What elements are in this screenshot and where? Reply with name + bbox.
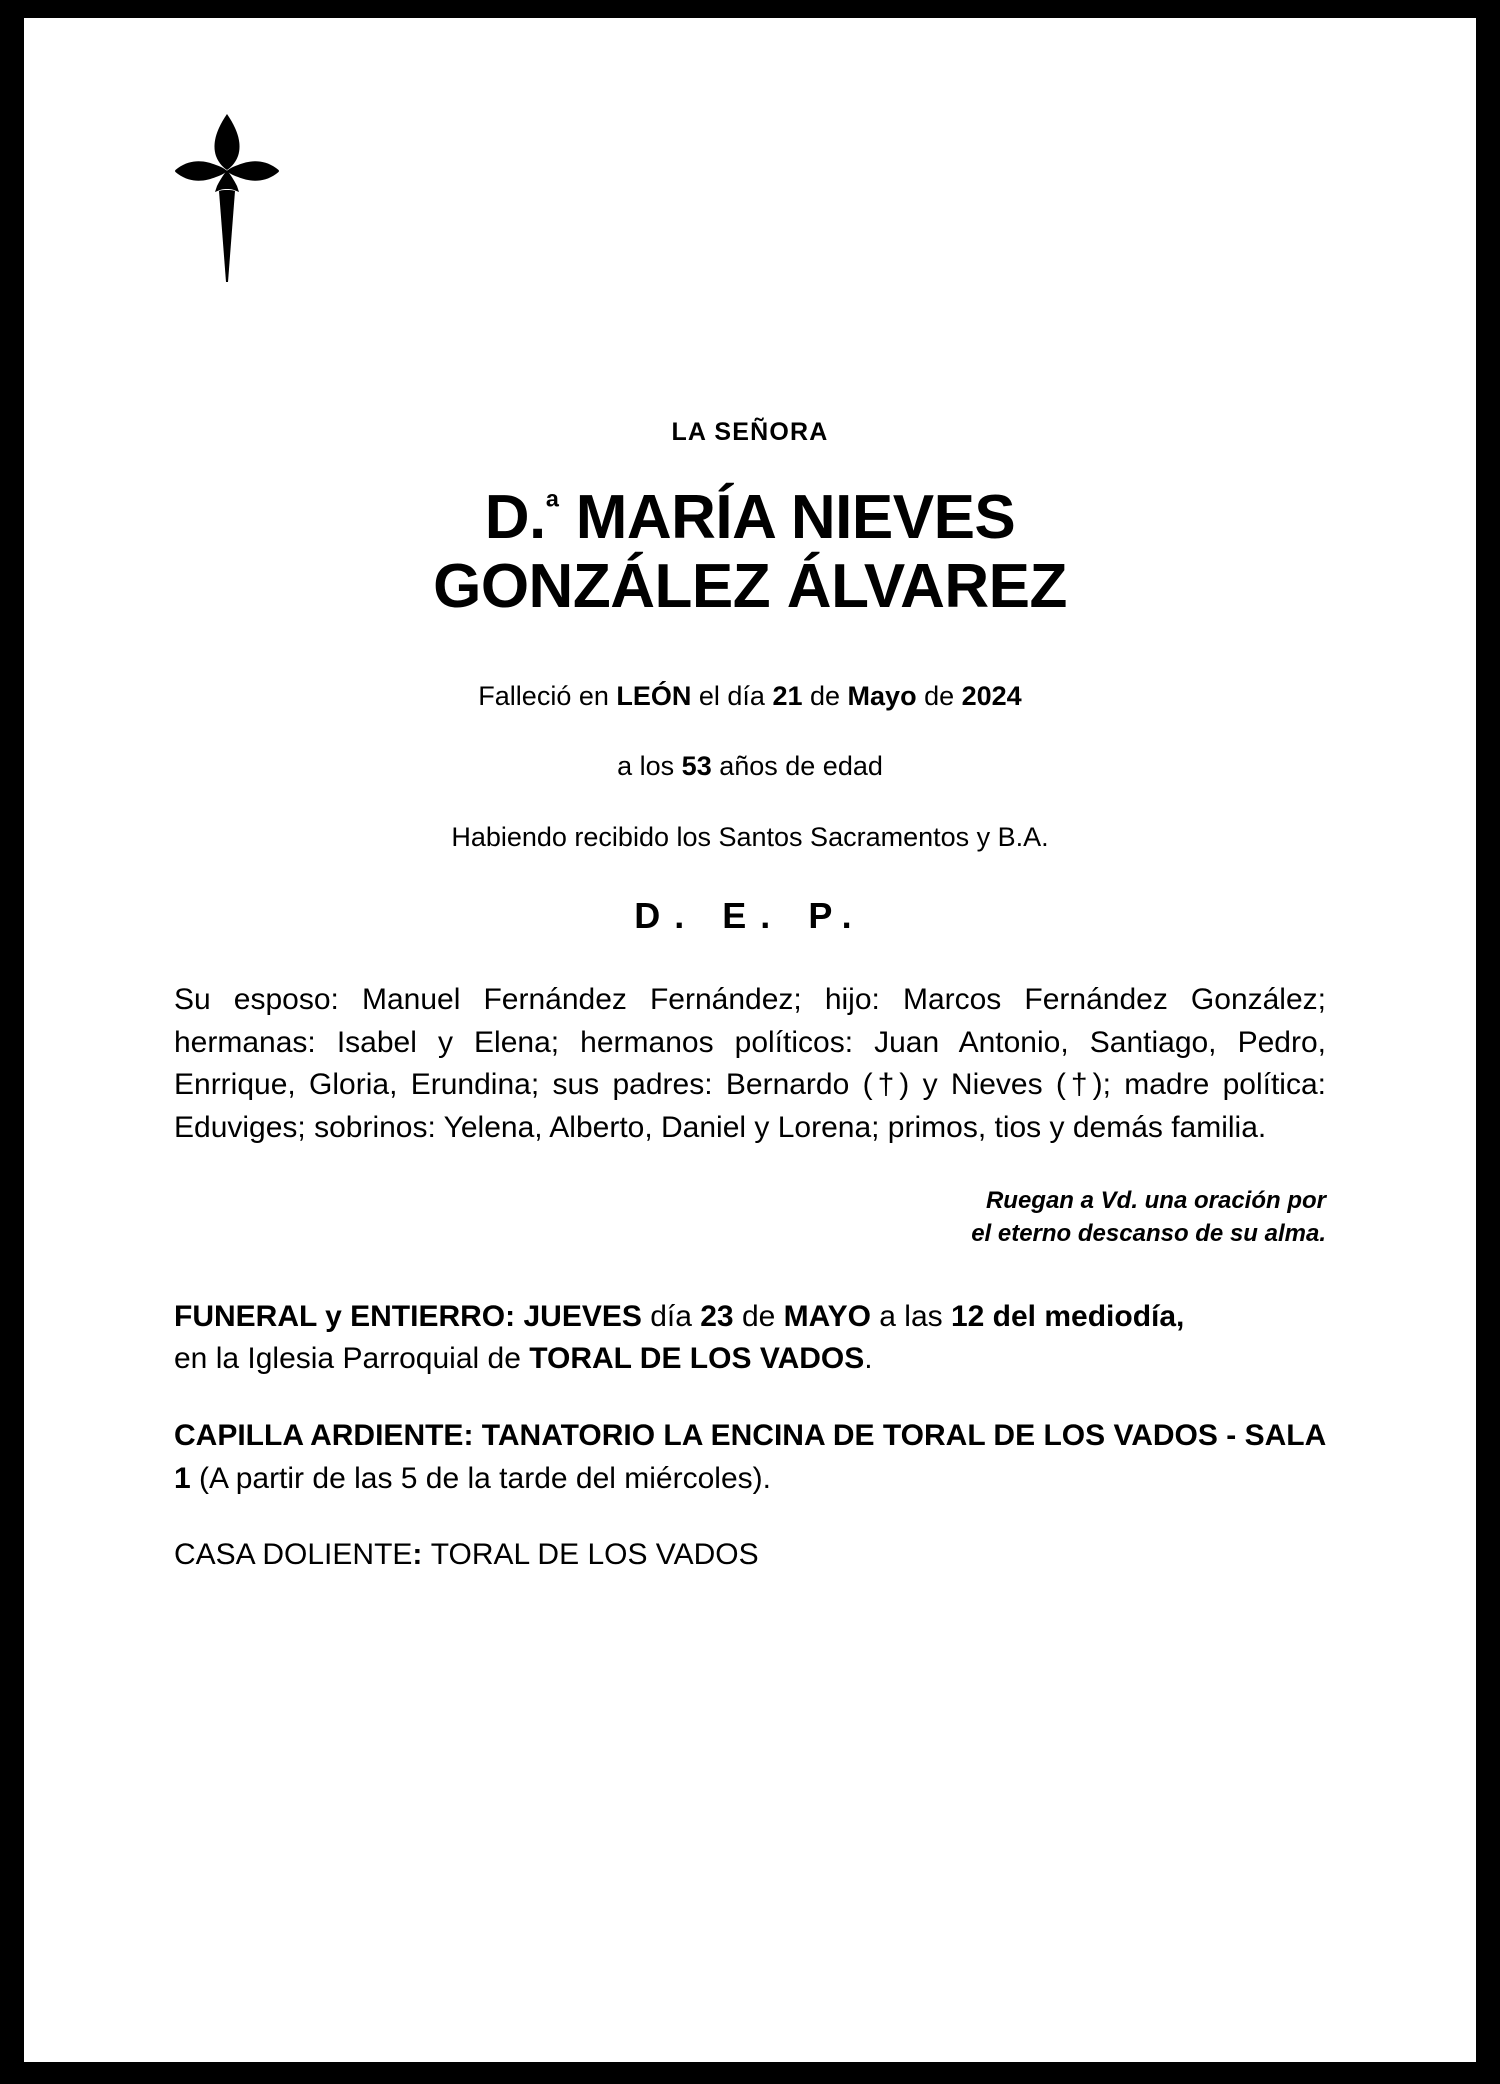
notice-inner-frame — [20, 14, 1480, 2066]
prayer-line-1: Ruegan a Vd. una oración por — [985, 1186, 1326, 1214]
prayer-request-block — [174, 1184, 1326, 1250]
mourning-house-label: CASA DOLIENTE — [174, 1538, 413, 1572]
mourning-house-block — [174, 1534, 1326, 1577]
funeral-service-block — [174, 1296, 1326, 1381]
death-mid-2: de — [802, 680, 848, 711]
funeral-time: 12 del mediodía, — [950, 1299, 1185, 1333]
funeral-day: 23 — [700, 1299, 734, 1333]
age-trail: años de edad — [711, 751, 883, 782]
death-lead: Falleció en — [478, 680, 617, 711]
chapel-label: CAPILLA ARDIENTE: TANATORIO LA ENCINA DE TORAL DE LOS VADOS - SALA 1 — [174, 1418, 1326, 1495]
funeral-label: FUNERAL y ENTIERRO: — [174, 1299, 516, 1333]
name-given: MARÍA NIEVES — [559, 483, 1016, 552]
age-lead: a los — [617, 751, 682, 782]
age-line — [174, 748, 1326, 784]
funeral-church-trail: . — [864, 1342, 873, 1376]
mourning-house-place: TORAL DE LOS VADOS — [430, 1538, 759, 1572]
kicker-la-senora: LA SEÑORA — [671, 418, 829, 446]
death-place: LEÓN — [616, 680, 692, 711]
name-line-1 — [485, 483, 1016, 552]
sacraments-line: Habiendo recibido los Santos Sacramentos y B.A. — [451, 821, 1049, 852]
cross-of-santiago-icon — [172, 106, 282, 286]
funeral-weekday: JUEVES — [523, 1299, 642, 1333]
deceased-name — [174, 483, 1326, 622]
funeral-month: MAYO — [783, 1299, 871, 1333]
age-value: 53 — [681, 751, 712, 782]
chapel-of-rest-block — [174, 1415, 1326, 1500]
death-month: Mayo — [847, 680, 917, 711]
name-line-2: GONZÁLEZ ÁLVAREZ — [433, 552, 1067, 622]
death-details-line — [174, 678, 1326, 714]
death-mid-3: de — [916, 680, 962, 711]
name-honorific: D. — [484, 483, 546, 552]
notice-content — [174, 418, 1326, 1577]
dep-abbreviation: D. E. P. — [634, 895, 866, 937]
funeral-mid-2: de — [733, 1299, 784, 1333]
chapel-detail: (A partir de las 5 de la tarde del miércoles). — [190, 1461, 771, 1495]
funeral-church-lead: en la Iglesia Parroquial de — [174, 1342, 530, 1376]
death-day: 21 — [772, 680, 803, 711]
prayer-line-2: el eterno descanso de su alma. — [971, 1219, 1326, 1247]
funeral-church-place: TORAL DE LOS VADOS — [529, 1342, 865, 1376]
funeral-mid-3: a las — [870, 1299, 951, 1333]
death-mid-1: el día — [691, 680, 773, 711]
death-year: 2024 — [961, 680, 1022, 711]
funeral-mid-1: día — [641, 1299, 701, 1333]
family-survivors-paragraph: Su esposo: Manuel Fernández Fernández; hijo: Marcos Fernández González; hermanas: Isabel y Elena; hermanos políticos: Juan Antonio, Santiago, Pedro, Enrrique, Gloria, Erundina; sus padres: Bernardo (†) y Nieves (†); madre política: Eduviges; sobrinos: Yelena, Alberto, Daniel y Lorena; primos, tios y demás familia. — [174, 983, 1326, 1144]
name-ordinal-superscript: ª — [545, 486, 560, 528]
mourning-house-separator: : — [412, 1538, 431, 1572]
